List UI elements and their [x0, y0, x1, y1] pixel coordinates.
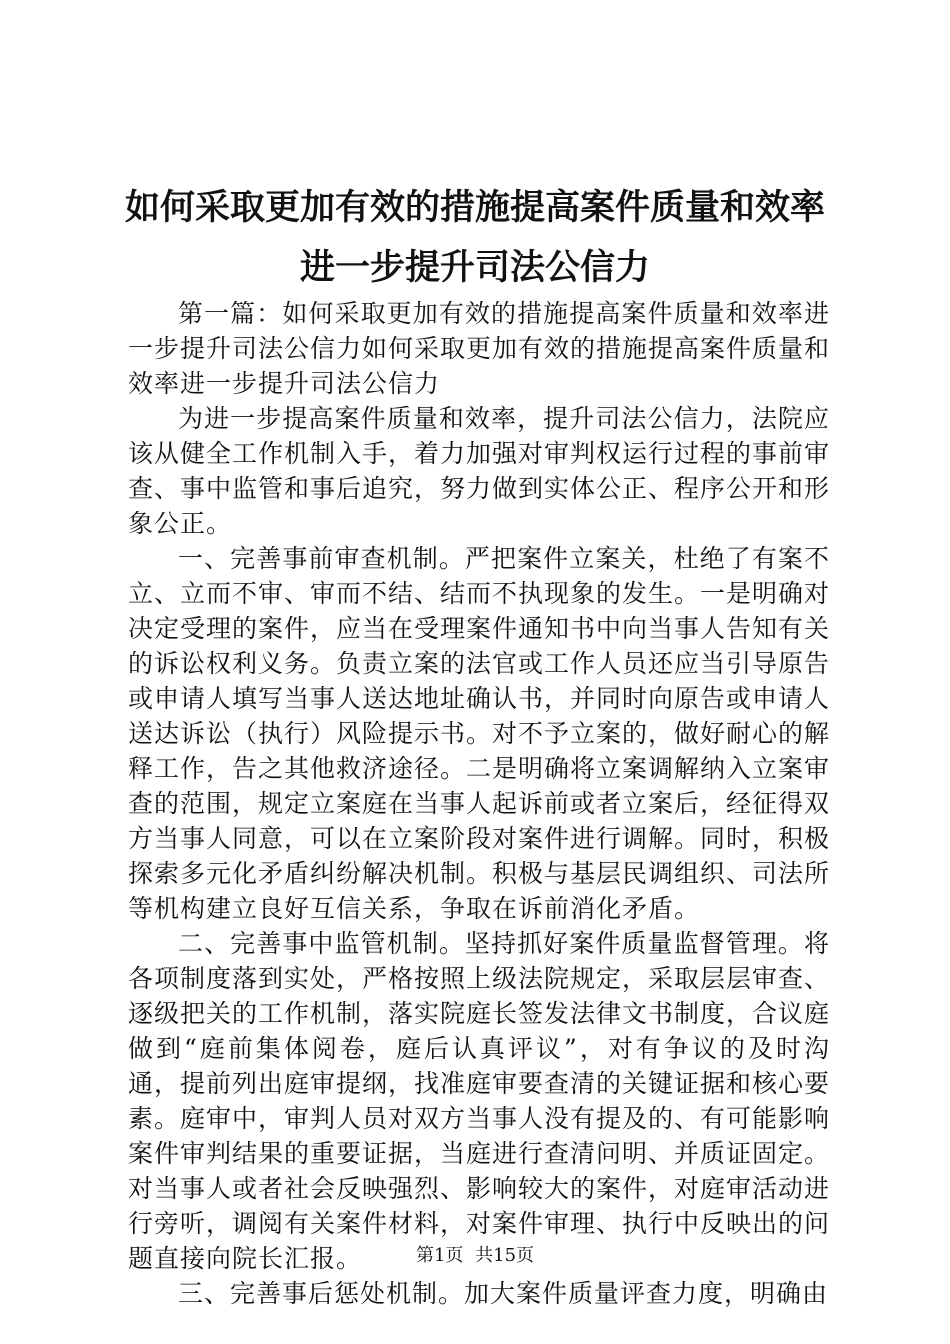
document-title-line-2: 进一步提升司法公信力	[299, 247, 650, 288]
page-total: 共15页	[475, 1245, 535, 1266]
paragraph-section-2: 二、完善事中监管机制。坚持抓好案件质量监督管理。将各项制度落到实处，严格按照上级法院规定，采取层层审查、逐级把关的工作机制，落实院庭长签发法律文书制度，合议庭做到“庭前集体阅卷，庭后认真评议”，对有争议的及时沟通，提前列出庭审提纲，找准庭审要查清的关键证据和核心要素。庭审中，审判人员对双方当事人没有提及的、有可能影响案件审判结果的重要证据，当庭进行查清问明、并质证固定。对当事人或者社会反映强烈、影响较大的案件，对庭审活动进行旁听，调阅有关案件材料，对案件审理、执行中反映出的问题直接向院长汇报。	[128, 929, 831, 1273]
paragraph-section-1: 一、完善事前审查机制。严把案件立案关，杜绝了有案不立、立而不审、审而不结、结而不执现象的发生。一是明确对决定受理的案件，应当在受理案件通知书中向当事人告知有关的诉讼权利义务。负责立案的法官或工作人员还应当引导原告或申请人填写当事人送达地址确认书，并同时向原告或申请人送达诉讼（执行）风险提示书。对不予立案的，做好耐心的解释工作，告之其他救济途径。二是明确将立案调解纳入立案审查的范围，规定立案庭在当事人起诉前或者立案后，经征得双方当事人同意，可以在立案阶段对案件进行调解。同时，积极探索多元化矛盾纠纷解决机制。积极与基层民调组织、司法所等机构建立良好互信关系，争取在诉前消化矛盾。	[128, 544, 831, 923]
document-title-line-1: 如何采取更加有效的措施提高案件质量和效率	[124, 187, 825, 228]
paragraph-overview: 为进一步提高案件质量和效率，提升司法公信力，法院应该从健全工作机制入手，着力加强对审判权运行过程的事前审查、事中监管和事后追究，努力做到实体公正、程序公开和形象公正。	[128, 404, 831, 538]
page-footer	[0, 1244, 950, 1268]
paragraph-intro: 第一篇：如何采取更加有效的措施提高案件质量和效率进一步提升司法公信力如何采取更加有效的措施提高案件质量和效率进一步提升司法公信力	[128, 299, 831, 398]
document-body	[128, 296, 830, 1311]
page-number: 第1页	[415, 1245, 464, 1266]
paragraph-section-3: 三、完善事后惩处机制。加大案件质量评查力度，明确由	[178, 1279, 829, 1308]
